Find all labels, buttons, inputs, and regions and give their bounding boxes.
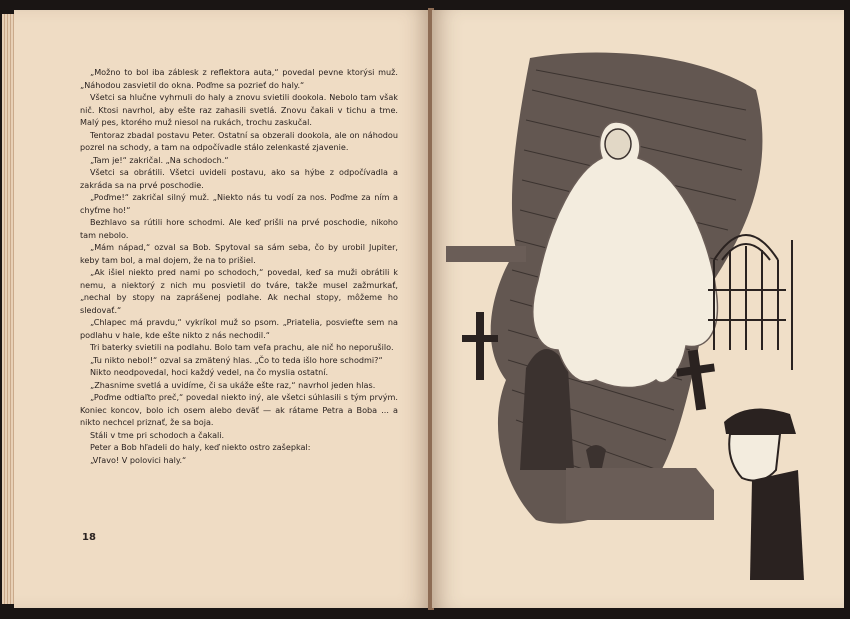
paragraph: Všetci sa obrátili. Všetci uvideli postavu, ako sa hýbe z odpočívadla a zakráda sa na prvé poschodie. xyxy=(80,167,398,190)
paragraph: Nikto neodpovedal, hoci každý vedel, na čo myslia ostatní. xyxy=(90,367,329,377)
paragraph: Peter a Bob hľadeli do haly, keď niekto ostro zašepkal: xyxy=(90,442,311,452)
paragraph: „Tam je!“ zakričal. „Na schodoch.“ xyxy=(90,154,229,165)
paragraph: „Ak išiel niekto pred nami po schodoch,“ povedal, keď sa muži obrátili k nemu, a niektorý z nich mu posvietil do tváre, takže musel zažmurkať, „nechal by stopy na zaprášenej podlahe. Ak nechal stopy, môžeme ho sledovať.“ xyxy=(80,267,398,315)
left-page-text xyxy=(80,66,398,466)
paragraph: „Vľavo! V polovici haly.“ xyxy=(90,454,187,465)
page-number: 18 xyxy=(82,532,96,543)
paragraph: „Poďme odtiaľto preč,“ povedal niekto iný, ale všetci súhlasili s tým prvým. Koniec koncov, bolo ich osem alebo deväť — ak rátame Petra a Boba ... a nikto nechcel priznať, že sa boja. xyxy=(80,392,398,427)
paragraph: „Možno to bol iba záblesk z reflektora auta,“ povedal pevne ktorýsi muž. „Náhodou zasvietil do okna. Poďme sa pozrieť do haly.“ xyxy=(80,67,398,90)
paragraph: „Chlapec má pravdu,“ vykríkol muž so psom. „Priatelia, posvieťte sem na podlahu v hale, kde ešte nikto z nás nechodil.“ xyxy=(80,317,398,340)
paragraph: „Poďme!“ zakričal silný muž. „Niekto nás tu vodí za nos. Poďme za ním a chyťme ho!“ xyxy=(80,192,398,215)
paragraph: Tentoraz zbadal postavu Peter. Ostatní sa obzerali dookola, ale on náhodou pozrel na schody, a tam na odpočívadle stálo zelenkasté zjavenie. xyxy=(80,129,398,152)
ghost-cemetery-illustration xyxy=(446,50,804,580)
paragraph: „Mám nápad,“ ozval sa Bob. Spytoval sa sám seba, čo by urobil Jupiter, keby tam bol, a mal dojem, že na to prišiel. xyxy=(80,242,398,265)
ghost-face xyxy=(605,129,631,159)
paragraph: „Zhasnime svetlá a uvidíme, či sa ukáže ešte raz,“ navrhol jeden hlas. xyxy=(90,379,376,390)
paragraph: Všetci sa hlučne vyhrnuli do haly a znovu svietili dookola. Nebolo tam však nič. Ktosi navrhol, aby ešte raz zahasili svetlá. Znovu čakali v tichu a tme. Malý pes, ktorého muž niesol na rukách, trochu zaskučal. xyxy=(80,92,398,127)
stone-tomb xyxy=(566,468,714,520)
stone-ledge xyxy=(446,246,526,262)
paragraph: Tri baterky svietili na podlahu. Bolo tam veľa prachu, ale nič ho neporušilo. xyxy=(90,342,394,352)
paragraph: „Tu nikto nebol!“ ozval sa zmätený hlas. „Čo to teda išlo hore schodmi?“ xyxy=(90,354,383,365)
boy-with-cap xyxy=(724,409,804,580)
paragraph: Bezhlavo sa rútili hore schodmi. Ale keď prišli na prvé poschodie, nikoho tam nebolo. xyxy=(80,217,398,240)
paragraph: Stáli v tme pri schodoch a čakali. xyxy=(90,429,225,440)
